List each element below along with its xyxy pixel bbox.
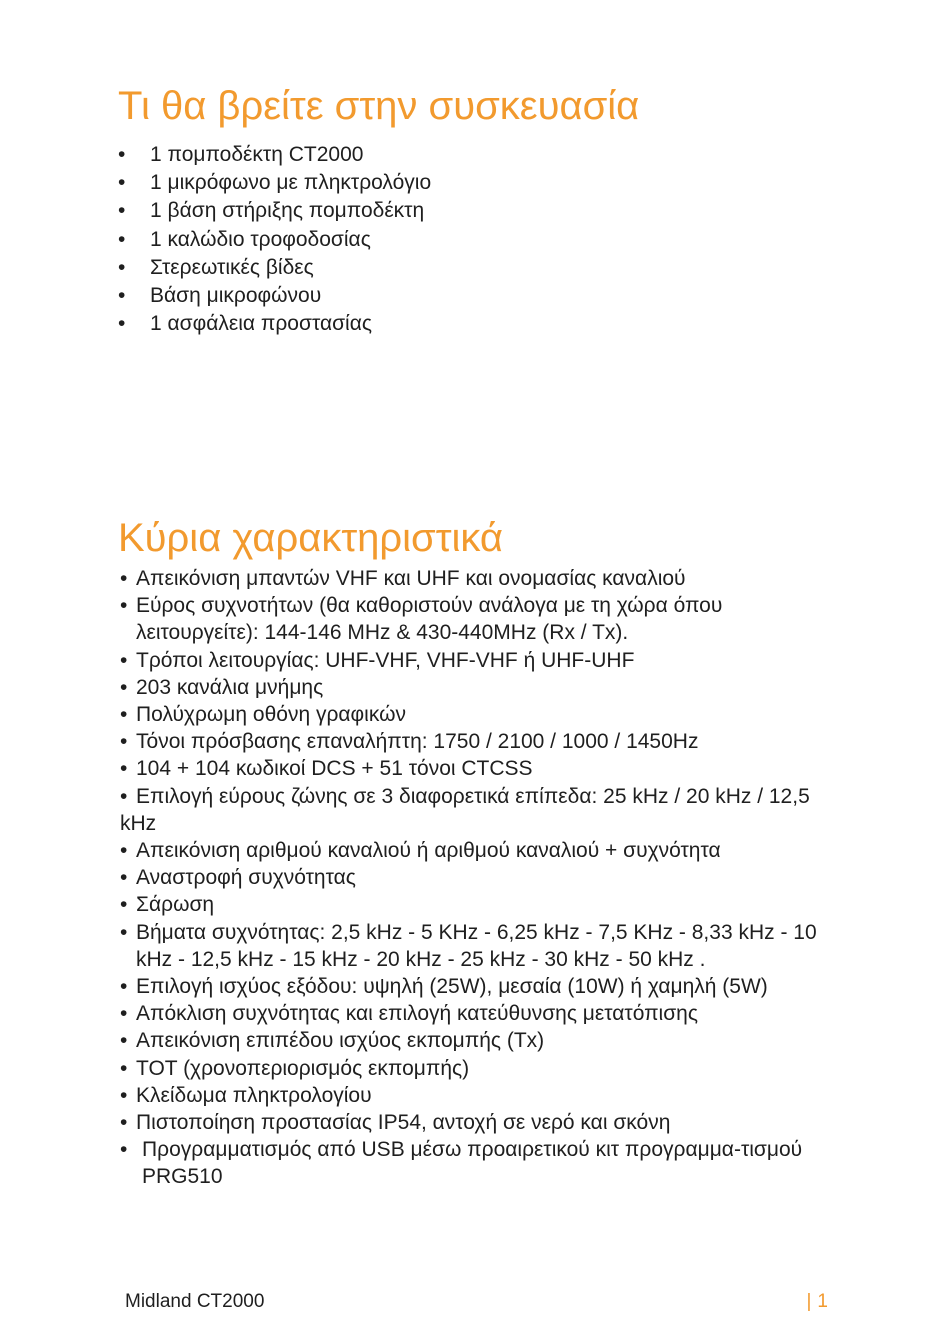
list-item-text: Βάση μικροφώνου — [150, 283, 322, 307]
bullet-icon: • — [120, 920, 128, 944]
list-item — [120, 783, 840, 837]
list-item — [120, 701, 840, 728]
list-item — [118, 254, 431, 282]
list-item — [120, 755, 840, 782]
list-item-text: Απεικόνιση μπαντών VHF και UHF και ονομασίας καναλιού — [136, 567, 686, 590]
list-item — [118, 226, 431, 254]
list-item-text: 104 + 104 κωδικοί DCS + 51 τόνοι CTCSS — [136, 757, 533, 781]
list-item — [120, 1055, 840, 1082]
list-item-text: Κλείδωμα πληκτρολογίου — [136, 1083, 372, 1107]
features-heading: Κύρια χαρακτηριστικά — [118, 516, 504, 560]
list-item-text: TOT (χρονοπεριορισμός εκπομπής) — [136, 1056, 470, 1080]
list-item — [118, 282, 431, 310]
list-item — [120, 1000, 840, 1027]
package-contents-list — [118, 141, 431, 338]
list-item — [120, 565, 840, 592]
bullet-icon: • — [120, 866, 128, 890]
list-item-text: Εύρος συχνοτήτων (θα καθοριστούν ανάλογα με τη χώρα όπου λειτουργείτε): 144-146 MHz & 430-440MHz (Rx / Tx). — [136, 594, 723, 645]
list-item-text: Απεικόνιση επιπέδου ισχύος εκπομπής (Tx) — [136, 1029, 545, 1053]
bullet-icon: • — [118, 255, 126, 279]
list-item — [120, 674, 840, 701]
list-item — [120, 1109, 840, 1136]
footer-separator: | — [806, 1291, 812, 1312]
list-item — [120, 728, 840, 755]
bullet-icon: • — [120, 675, 128, 699]
list-item-text: Απόκλιση συχνότητας και επιλογή κατεύθυνσης μετατόπισης — [136, 1002, 698, 1026]
list-item-text: Επιλογή εύρους ζώνης σε 3 διαφορετικά επίπεδα: 25 kHz / 20 kHz / 12,5 kHz — [120, 784, 810, 835]
list-item — [118, 197, 431, 225]
list-item — [120, 1027, 840, 1054]
list-item-text: Στερεωτικές βίδες — [150, 255, 314, 279]
bullet-icon: • — [120, 975, 128, 999]
bullet-icon: • — [120, 784, 128, 808]
bullet-icon: • — [120, 839, 128, 863]
bullet-icon: • — [120, 1056, 128, 1080]
list-item-text: Τόνοι πρόσβασης επαναλήπτη: 1750 / 2100 / 1000 / 1450Hz — [136, 730, 699, 754]
list-item — [118, 141, 431, 169]
footer-product-name: Midland CT2000 — [125, 1291, 265, 1312]
list-item — [120, 919, 840, 973]
bullet-icon: • — [120, 730, 128, 754]
bullet-icon: • — [120, 703, 128, 727]
list-item-text: Σάρωση — [136, 893, 215, 917]
bullet-icon: • — [120, 1029, 128, 1053]
bullet-icon: • — [120, 1002, 128, 1026]
bullet-icon: • — [120, 567, 128, 590]
list-item — [120, 647, 840, 674]
bullet-icon: • — [118, 283, 126, 307]
list-item — [120, 592, 840, 646]
bullet-icon: • — [120, 1083, 128, 1107]
list-item-text: Πολύχρωμη οθόνη γραφικών — [136, 703, 406, 727]
list-item-text: Επιλογή ισχύος εξόδου: υψηλή (25W), μεσαία (10W) ή χαμηλή (5W) — [136, 975, 768, 999]
list-item-text: 1 πομποδέκτη CT2000 — [150, 143, 364, 166]
list-item-text: 1 μικρόφωνο με πληκτρολόγιο — [150, 171, 432, 195]
list-item — [120, 837, 840, 864]
list-item — [120, 1136, 840, 1190]
bullet-icon: • — [120, 1111, 128, 1135]
bullet-icon: • — [120, 893, 128, 917]
features-list — [120, 565, 840, 1191]
bullet-icon: • — [120, 594, 128, 618]
list-item-text: Προγραμματισμός από USB μέσω προαιρετικού κιτ προγραμμα-τισμού PRG510 — [142, 1138, 803, 1189]
list-item-text: Αναστροφή συχνότητας — [136, 866, 356, 890]
bullet-icon: • — [118, 227, 126, 251]
bullet-icon: • — [118, 143, 126, 166]
list-item-text: 1 καλώδιο τροφοδοσίας — [150, 227, 371, 251]
list-item — [118, 169, 431, 197]
package-contents-heading: Τι θα βρείτε στην συσκευασία — [118, 84, 640, 128]
list-item — [120, 864, 840, 891]
page-number: 1 — [817, 1291, 828, 1312]
list-item-text: Απεικόνιση αριθμού καναλιού ή αριθμού καναλιού + συχνότητα — [136, 839, 721, 863]
list-item — [118, 310, 431, 338]
bullet-icon: • — [120, 1138, 128, 1162]
list-item — [120, 891, 840, 918]
bullet-icon: • — [120, 648, 128, 672]
list-item — [120, 973, 840, 1000]
bullet-icon: • — [118, 171, 126, 195]
list-item-text: 203 κανάλια μνήμης — [136, 675, 324, 699]
list-item — [120, 1082, 840, 1109]
bullet-icon: • — [120, 757, 128, 781]
footer-page-marker — [806, 1290, 828, 1314]
list-item-text: 1 ασφάλεια προστασίας — [150, 312, 372, 336]
list-item-text: Βήματα συχνότητας: 2,5 kHz - 5 KHz - 6,25 kHz - 7,5 KHz - 8,33 kHz - 10 kHz - 12,5 kHz - 15 kHz - 20 kHz - 25 kHz - 30 kHz - 50 kHz . — [136, 920, 817, 971]
list-item-text: Τρόποι λειτουργίας: UHF-VHF, VHF-VHF ή UHF-UHF — [136, 648, 635, 672]
list-item-text: Πιστοποίηση προστασίας IP54, αντοχή σε νερό και σκόνη — [136, 1111, 671, 1135]
list-item-text: 1 βάση στήριξης πομποδέκτη — [150, 199, 425, 223]
bullet-icon: • — [118, 312, 126, 336]
bullet-icon: • — [118, 199, 126, 223]
